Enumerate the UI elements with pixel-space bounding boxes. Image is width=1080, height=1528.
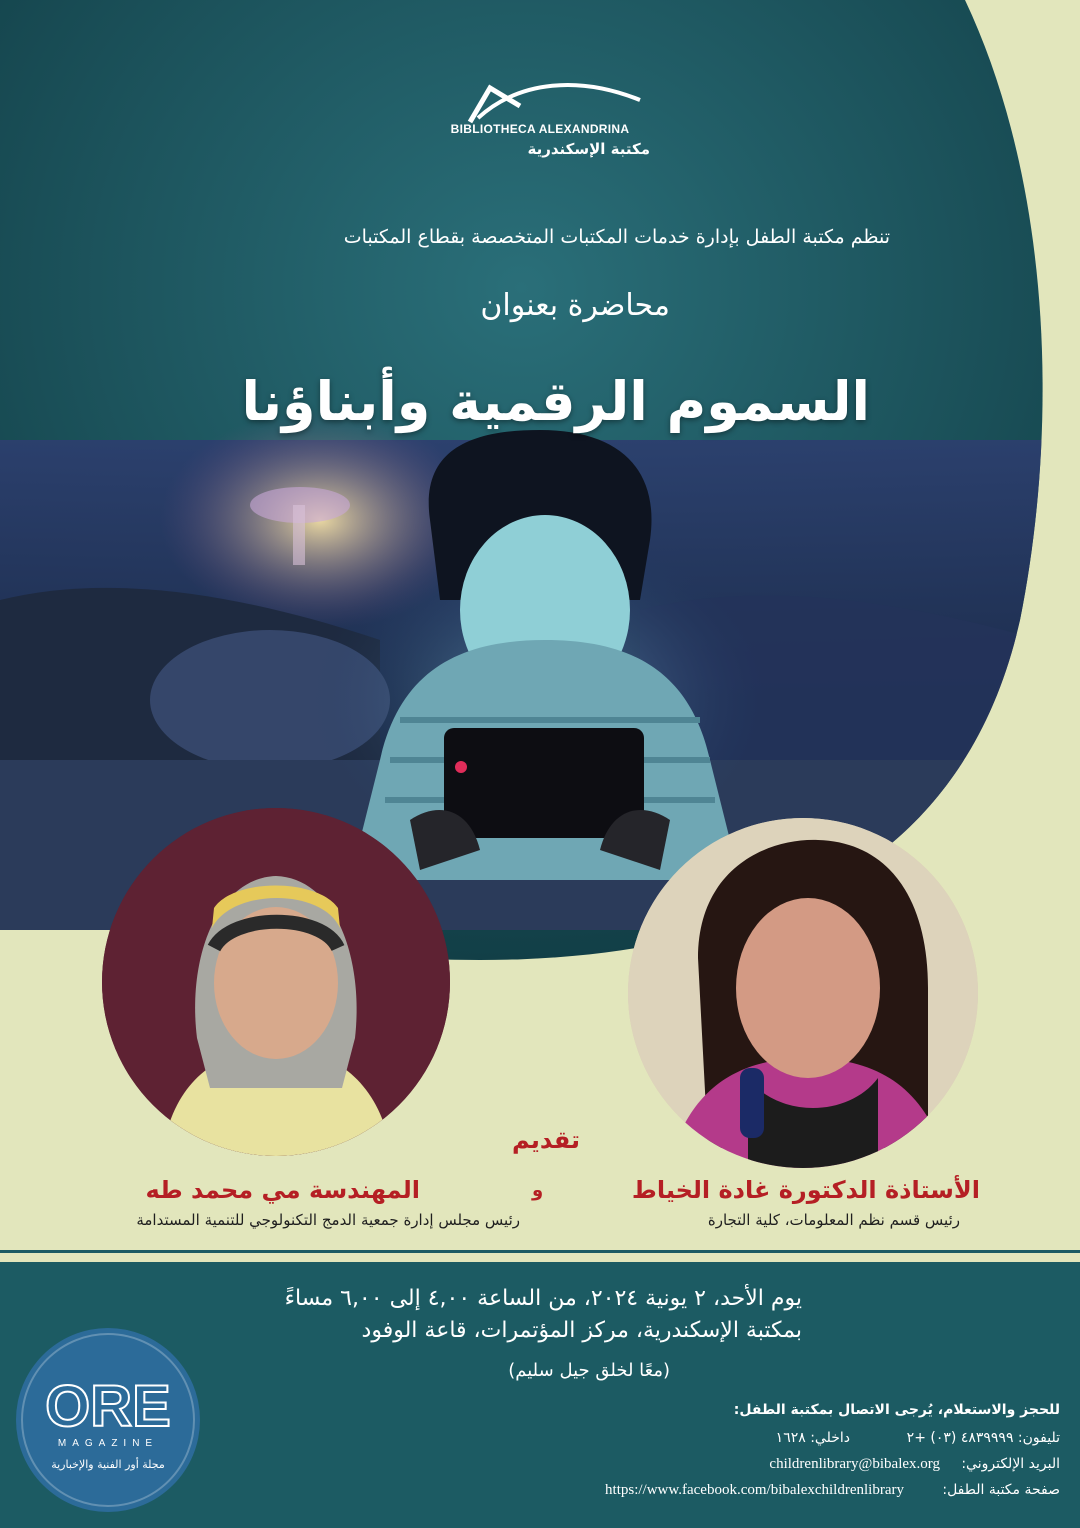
divider-line [0,1250,1080,1253]
contact-facebook-label: صفحة مكتبة الطفل: [942,1482,1060,1498]
contact-email-link[interactable]: childrenlibrary@bibalex.org [769,1456,940,1472]
event-venue: بمكتبة الإسكندرية، مركز المؤتمرات، قاعة الوفود [361,1318,802,1343]
speaker-role-mai: رئيس مجلس إدارة جمعية الدمج التكنولوجي للتنمية المستدامة [136,1211,520,1229]
watermark-tagline: مجلة أور الفنية والإخبارية [51,1458,165,1471]
logo-arabic: مكتبة الإسكندرية [527,140,650,158]
speaker-role-ghada: رئيس قسم نظم المعلومات، كلية التجارة [707,1211,960,1229]
speaker-name-mai: المهندسة مي محمد طه [145,1176,420,1204]
watermark-brand: ORE [45,1374,171,1439]
logo-english: BIBLIOTHECA ALEXANDRINA [450,122,630,136]
contact-phone: تليفون: ٤٨٣٩٩٩٩ (٠٣) +٢ [906,1430,1060,1446]
contact-heading: للحجز والاستعلام، يُرجى الاتصال بمكتبة الطفل: [733,1402,1060,1418]
contact-facebook-link[interactable]: https://www.facebook.com/bibalexchildrenlibrary [605,1482,904,1498]
lecture-label: محاضرة بعنوان [480,288,670,323]
library-logo [420,70,660,170]
lecture-title: السموم الرقمية وأبناؤنا [241,370,870,433]
event-slogan: (معًا لخلق جيل سليم) [508,1360,670,1381]
phone [444,728,644,838]
speaker-photo-mai [102,808,450,1156]
speaker-photo-ghada [628,818,978,1168]
watermark-sub: MAGAZINE [57,1438,159,1449]
contact-extension: داخلي: ١٦٢٨ [775,1430,850,1446]
event-date-time: يوم الأحد، ٢ يونية ٢٠٢٤، من الساعة ٤,٠٠ إلى ٦,٠٠ مساءً [284,1286,802,1311]
speaker-name-ghada: الأستاذة الدكتورة غادة الخياط [631,1176,980,1204]
presenting-label: تقديم [512,1126,580,1154]
contact-email-label: البريد الإلكتروني: [961,1456,1060,1472]
ore-magazine-watermark [14,1326,202,1514]
organizer-line: تنظم مكتبة الطفل بإدارة خدمات المكتبات المتخصصة بقطاع المكتبات [343,226,890,248]
and-connector: و [532,1180,544,1201]
